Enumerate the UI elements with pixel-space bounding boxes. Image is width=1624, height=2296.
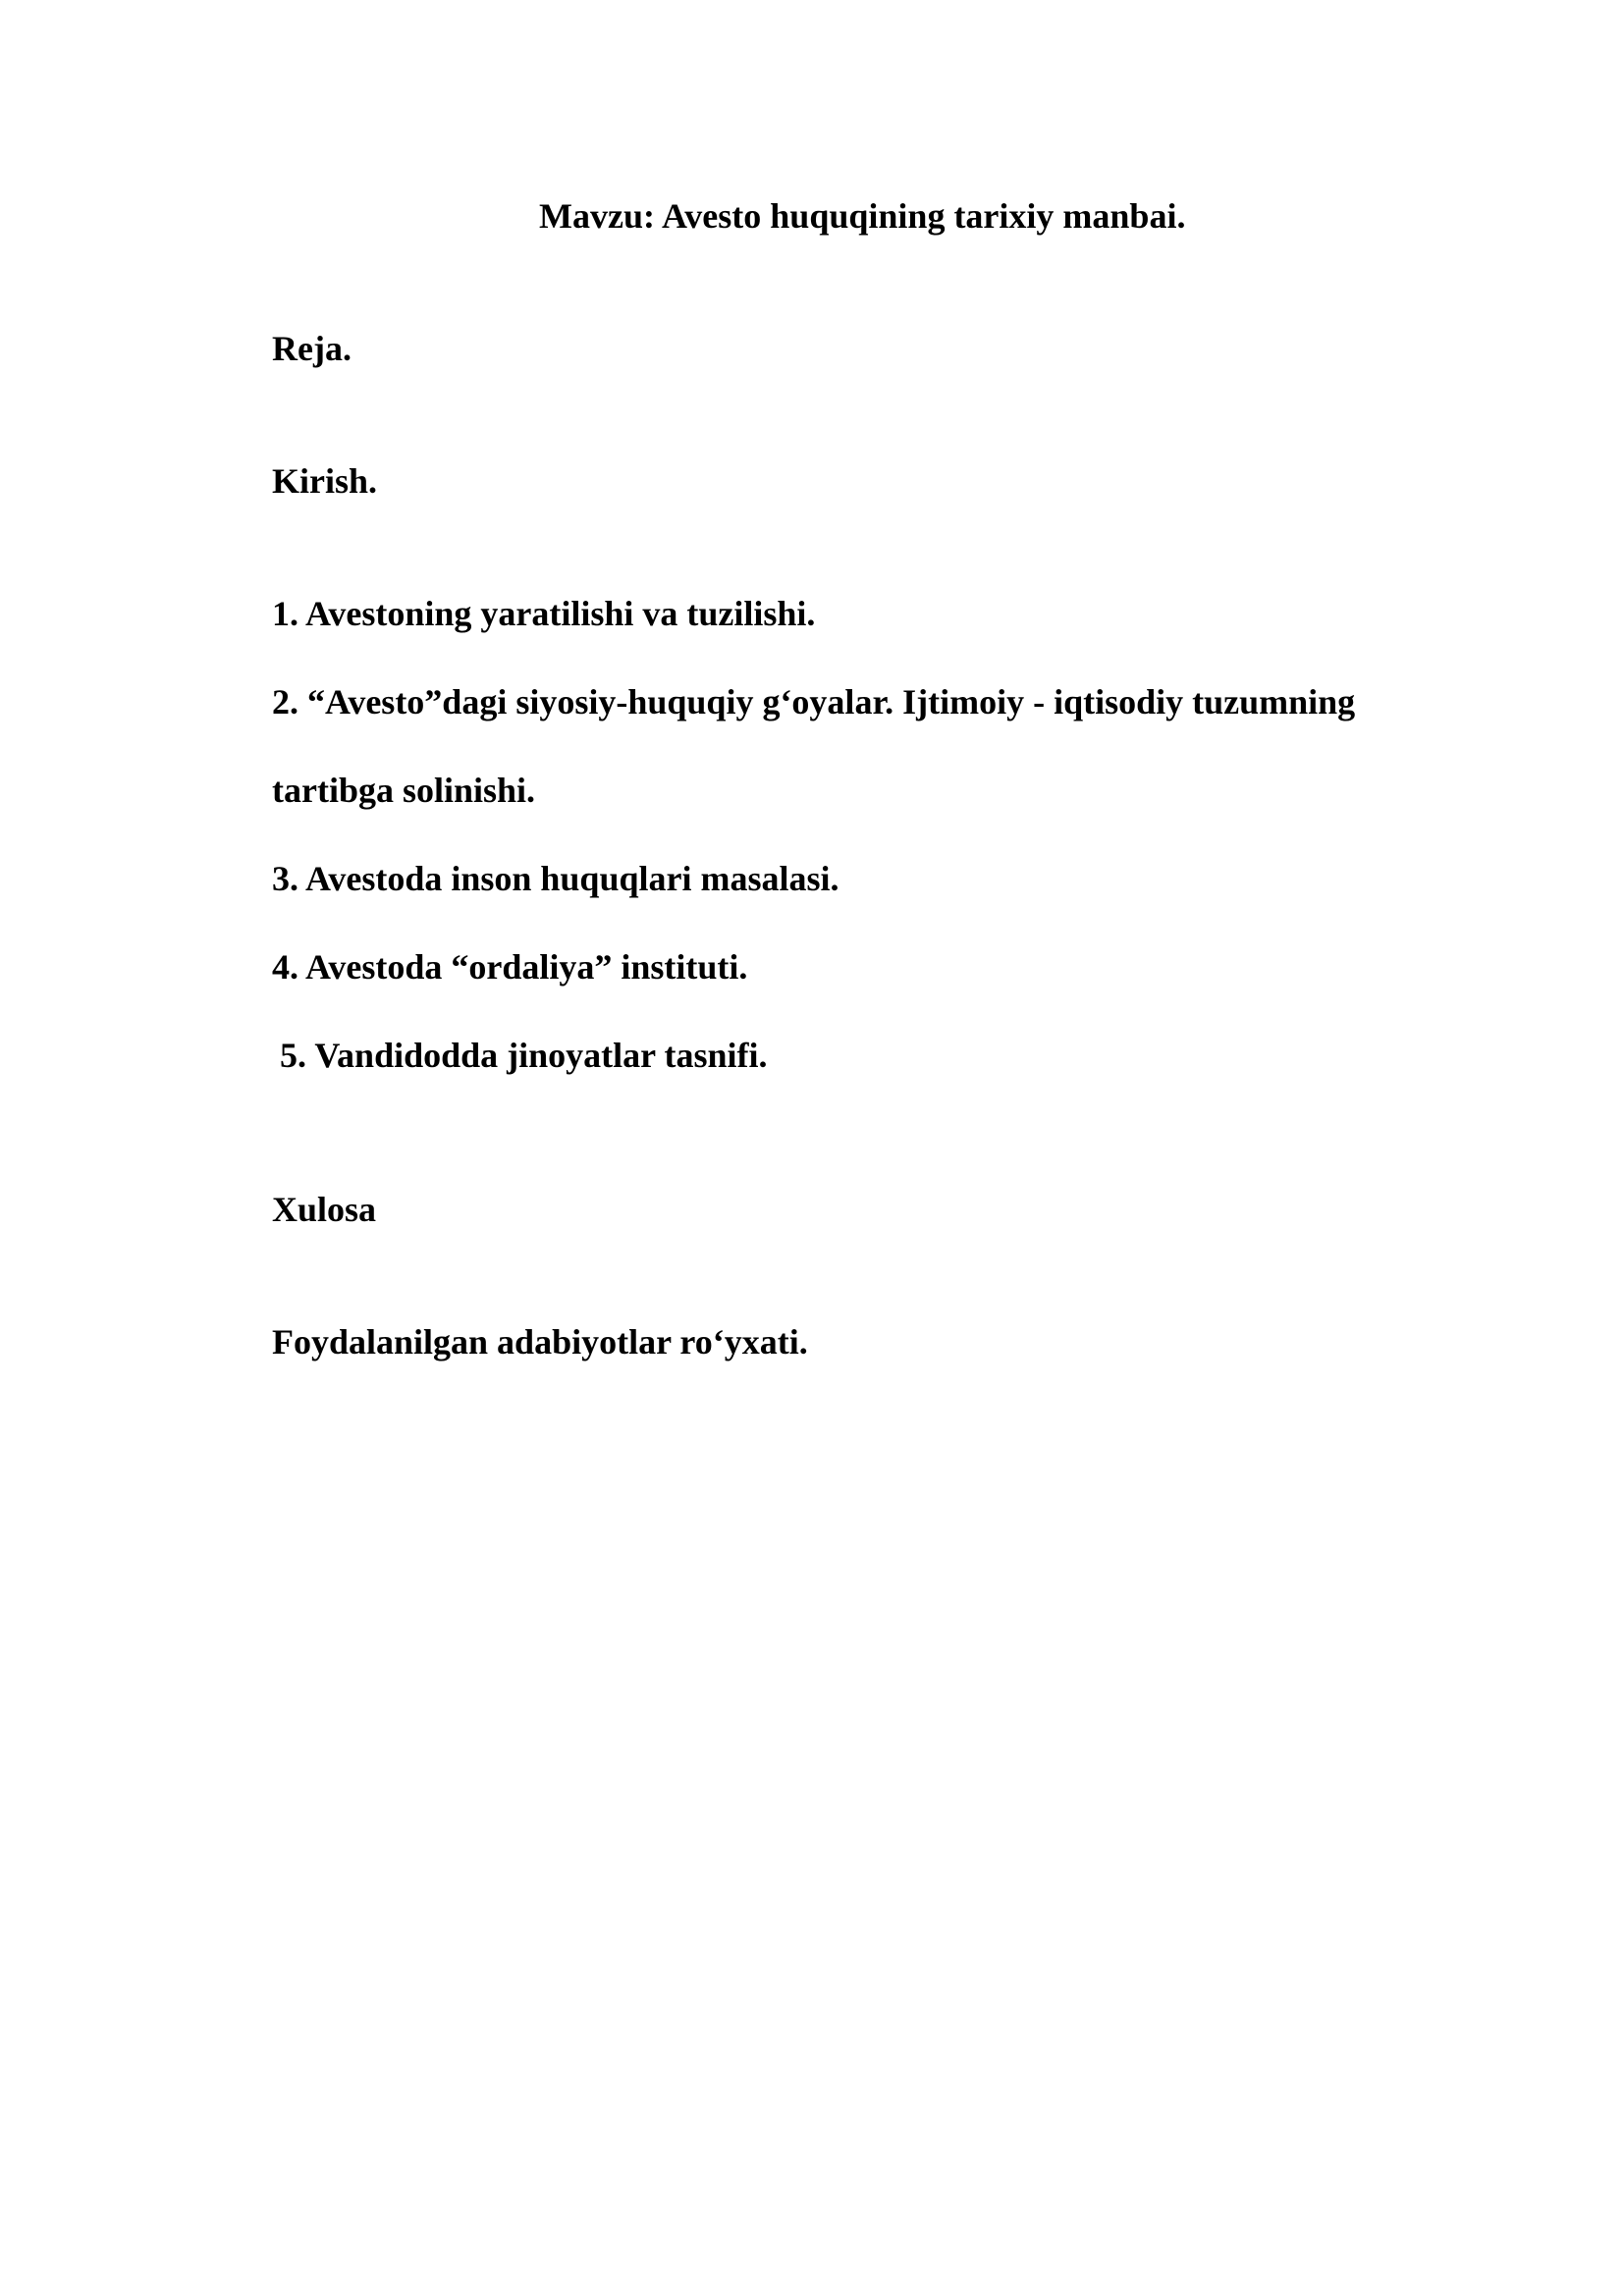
conclusion-heading: Xulosa <box>272 1190 377 1229</box>
plan-item-1: 1. Avestoning yaratilishi va tuzilishi. <box>272 594 816 633</box>
references-heading: Foydalanilgan adabiyotlar ro‘yxati. <box>272 1322 808 1362</box>
intro-heading: Kirish. <box>272 461 378 501</box>
plan-heading: Reja. <box>272 329 352 368</box>
page-title: Mavzu: Avesto huquqining tarixiy manbai. <box>539 196 1186 236</box>
plan-item-5: 5. Vandidodda jinoyatlar tasnifi. <box>280 1036 768 1075</box>
plan-item-4: 4. Avestoda “ordaliya” instituti. <box>272 947 748 987</box>
plan-item-2: 2. “Avesto”dagi siyosiy-huquqiy g‘oyalar. Ijtimoiy - iqtisodiy tuzumning <box>272 682 1356 721</box>
plan-item-2-continued: tartibga solinishi. <box>272 771 536 810</box>
plan-item-3: 3. Avestoda inson huquqlari masalasi. <box>272 859 839 898</box>
